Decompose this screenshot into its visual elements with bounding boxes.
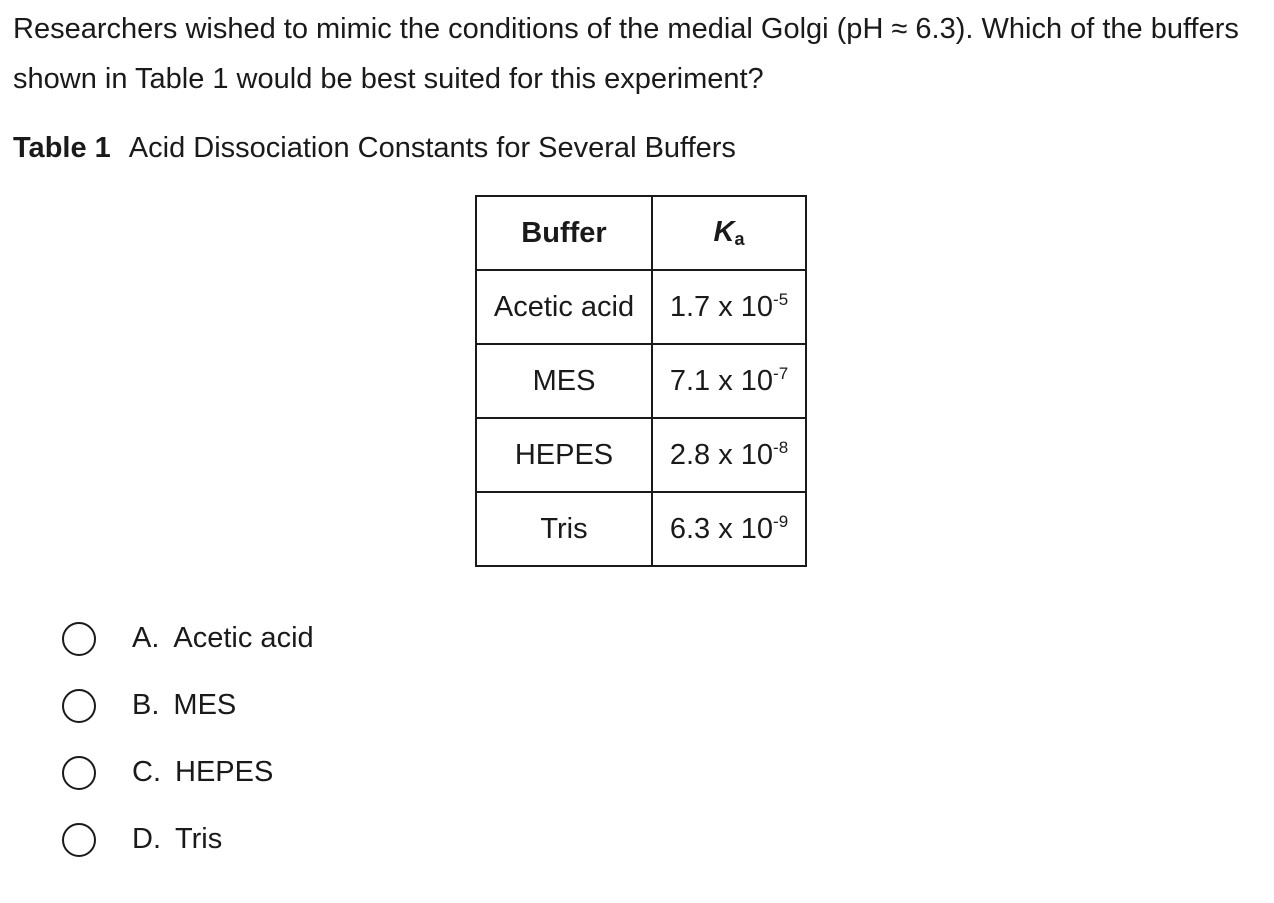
buffer-table: [475, 195, 807, 567]
header-buffer: Buffer: [476, 196, 652, 270]
option-letter: B.: [132, 689, 160, 721]
radio-button-b[interactable]: [62, 689, 96, 723]
radio-button-d[interactable]: [62, 823, 96, 857]
ka-exponent: -7: [773, 363, 789, 383]
ka-symbol: K: [713, 216, 735, 248]
option-b[interactable]: [62, 672, 314, 739]
option-a[interactable]: [62, 605, 314, 672]
option-text: Tris: [175, 823, 223, 855]
ka-value: [652, 418, 806, 492]
ka-exponent: -9: [773, 511, 789, 531]
table-row: [476, 344, 806, 418]
buffer-name: HEPES: [476, 418, 652, 492]
ka-value: [652, 270, 806, 344]
ka-mantissa: 6.3 x 10: [669, 512, 774, 545]
buffer-name: MES: [476, 344, 652, 418]
buffer-name: Acetic acid: [476, 270, 652, 344]
ka-mantissa: 2.8 x 10: [669, 438, 774, 471]
option-d[interactable]: [62, 806, 314, 873]
ka-subscript: a: [734, 229, 745, 249]
ka-value: [652, 492, 806, 566]
table-row: [476, 492, 806, 566]
option-text: Acetic acid: [173, 622, 314, 654]
option-letter: A.: [132, 622, 160, 654]
table-header-row: [476, 196, 806, 270]
buffer-name: Tris: [476, 492, 652, 566]
option-letter: D.: [132, 823, 161, 855]
ka-value: [652, 344, 806, 418]
option-c[interactable]: [62, 739, 314, 806]
ka-exponent: -8: [773, 437, 789, 457]
radio-button-a[interactable]: [62, 622, 96, 656]
ka-mantissa: 7.1 x 10: [669, 364, 774, 397]
ka-exponent: -5: [773, 289, 789, 309]
table-caption: [13, 128, 736, 168]
table-label: Table 1: [13, 132, 111, 164]
ka-mantissa: 1.7 x 10: [669, 290, 774, 323]
table-row: [476, 270, 806, 344]
answer-options: [62, 605, 314, 873]
table-row: [476, 418, 806, 492]
option-text: HEPES: [175, 756, 274, 788]
option-letter: C.: [132, 756, 161, 788]
question-text: Researchers wished to mimic the conditions of the medial Golgi (pH ≈ 6.3). Which of the buffers shown in Table 1 would be best suited for this experiment?: [13, 13, 1239, 95]
header-ka: [652, 196, 806, 270]
option-text: MES: [173, 689, 237, 721]
radio-button-c[interactable]: [62, 756, 96, 790]
table-title: Acid Dissociation Constants for Several Buffers: [128, 132, 736, 164]
